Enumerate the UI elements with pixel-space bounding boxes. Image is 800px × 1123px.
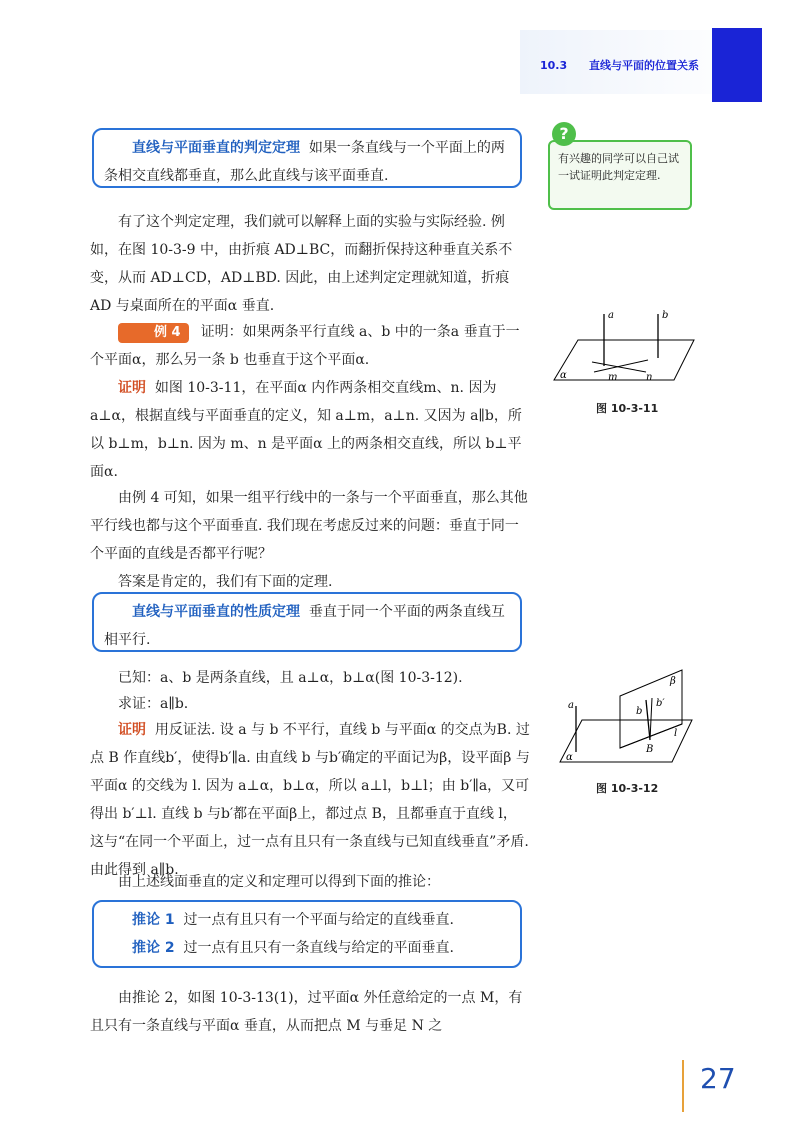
label-n: n [646, 372, 653, 383]
corollary-2-label: 推论 2 [132, 940, 175, 956]
theorem2-box [92, 592, 522, 652]
paragraph-2: 由例 4 可知，如果一组平行线中的一条与一个平面垂直，那么其他平行线也都与这个平面垂直. 我们现在考虑反过来的问题：垂直于同一个平面的直线是否都平行呢？ [90, 490, 528, 562]
page-number-bar [682, 1060, 684, 1112]
label-l: l [674, 728, 678, 739]
label-b-prime: b′ [656, 698, 665, 709]
proof-text: 用反证法. 设 a 与 b 不平行，直线 b 与平面α 的交点为B. 过点 B 作直线b′，使得b′∥a. 由直线 b 与b′确定的平面记为β，设平面β 与平面α 的交线为 l. 因为 a⊥α，b⊥α，所以 a⊥l，b⊥l；由 b′∥a，又可得出 b′⊥l. 直线 b 与b′都在平面β上，都过点 B，且都垂直于直线 l，这与“在同一个平面上，过一点有且只有一条直线与已知直线垂直”矛盾. 由此得到 a∥b. [90, 722, 530, 878]
plane-alpha [560, 720, 692, 762]
corollary-1-label: 推论 1 [132, 912, 175, 928]
label-b: b [636, 706, 643, 717]
paragraph-4: 由上述线面垂直的定义和定理可以得到下面的推论： [118, 874, 440, 890]
corollary-2-text: 过一点有且只有一条直线与给定的平面垂直. [183, 940, 454, 956]
question-icon: ? [552, 122, 576, 146]
proof-text: 如图 10-3-11，在平面α 内作两条相交直线m、n. 因为 a⊥α，根据直线与平面垂直的定义，知 a⊥m，a⊥n. 又因为 a∥b，所以 b⊥m，b⊥n. 因为 m、n 是平面α 上的两条相交直线，所以 b⊥平面α. [90, 380, 522, 480]
line-bp [650, 698, 652, 740]
proof-1 [90, 374, 530, 486]
theorem1-name: 直线与平面垂直的判定定理 [132, 140, 300, 156]
figure-10-3-11 [548, 306, 698, 386]
page-number: 27 [700, 1062, 736, 1095]
label-alpha: α [566, 752, 573, 763]
figure-10-3-12 [552, 666, 702, 766]
line-n [594, 360, 648, 372]
label-B: B [646, 744, 654, 755]
theorem1-box [92, 128, 522, 188]
paragraph-5: 由推论 2，如图 10-3-13(1)，过平面α 外任意给定的一点 M，有且只有一条直线与平面α 垂直，从而把点 M 与垂足 N 之 [90, 990, 523, 1034]
sidebar-note-text: 有兴趣的同学可以自己试一试证明此判定定理. [558, 152, 679, 182]
prove: 求证：a∥b. [118, 696, 189, 712]
corollary-1-text: 过一点有且只有一个平面与给定的直线垂直. [183, 912, 454, 928]
proof-2 [90, 716, 530, 884]
theorem1-text: 如果一条直线与一个平面上的两条相交直线都垂直，那么此直线与该平面垂直. [104, 140, 505, 184]
sidebar-note [548, 140, 692, 210]
given: 已知：a、b 是两条直线，且 a⊥α，b⊥α(图 10-3-12). [118, 670, 463, 686]
example-badge: 例 4 [118, 323, 189, 343]
theorem2-text: 垂直于同一个平面的两条直线互相平行. [104, 604, 505, 648]
figure-caption-1: 图 10-3-11 [596, 402, 659, 415]
label-beta: β [670, 676, 676, 687]
corollary-box [92, 900, 522, 968]
paragraph-3: 答案是肯定的，我们有下面的定理. [118, 574, 333, 590]
header-color-bar [712, 28, 762, 102]
proof-label: 证明 [118, 722, 146, 738]
label-m: m [608, 372, 618, 383]
section-title: 直线与平面的位置关系 [588, 59, 699, 72]
label-alpha: α [560, 370, 567, 381]
running-header [540, 57, 717, 73]
theorem2-name: 直线与平面垂直的性质定理 [132, 604, 300, 620]
figure-caption-2: 图 10-3-12 [596, 782, 659, 795]
proof-label: 证明 [118, 380, 146, 396]
example-4 [90, 318, 530, 374]
label-a: a [608, 310, 614, 321]
section-number: 10.3 [540, 59, 568, 72]
plane-alpha [554, 340, 694, 380]
paragraph-1: 有了这个判定定理，我们就可以解释上面的实验与实际经验. 例如，在图 10-3-9 中，由折痕 AD⊥BC，而翻折保持这种垂直关系不变，从而 AD⊥CD，AD⊥BD. 因此，由上述判定定理就知道，折痕 AD 与桌面所在的平面α 垂直. [90, 214, 513, 314]
label-a: a [568, 700, 574, 711]
example-text: 证明：如果两条平行直线 a、b 中的一条a 垂直于一个平面α，那么另一条 b 也垂直于这个平面α. [90, 324, 520, 368]
label-b: b [662, 310, 669, 321]
